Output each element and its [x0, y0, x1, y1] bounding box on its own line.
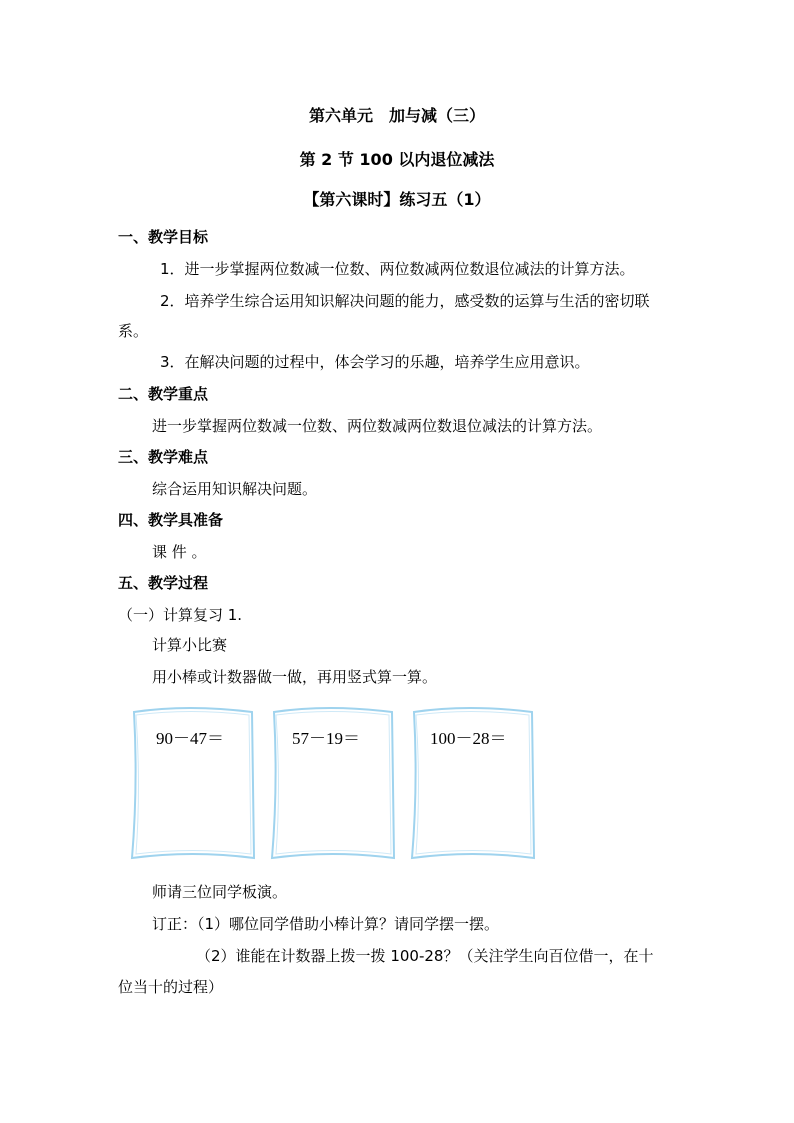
process-line-4: 订正：（1）哪位同学借助小棒计算？请同学摆一摆。	[152, 915, 500, 933]
lesson-title: 【第六课时】练习五（1）	[303, 190, 491, 209]
process-line-3: 师请三位同学板演。	[152, 883, 288, 901]
process-line-2: 用小棒或计数器做一做，再用竖式算一算。	[152, 668, 438, 686]
note-card-1	[128, 706, 258, 860]
goals-heading: 一、教学目标	[118, 228, 209, 246]
goal-item-2-line-1: 2．培养学生综合运用知识解决问题的能力，感受数的运算与生活的密切联	[160, 292, 650, 310]
goal-item-1: 1．进一步掌握两位数减一位数、两位数减两位数退位减法的计算方法。	[160, 260, 635, 278]
section-title: 第 2 节 100 以内退位减法	[299, 150, 495, 169]
card-expression: 57－19＝	[292, 729, 360, 748]
key-points-text: 进一步掌握两位数减一位数、两位数减两位数退位减法的计算方法。	[152, 417, 603, 435]
difficulties-text: 综合运用知识解决问题。	[152, 480, 318, 498]
process-heading: 五、教学过程	[118, 574, 209, 592]
note-card-3	[408, 706, 538, 860]
process-line-5: （2）谁能在计数器上拨一拨 100-28？（关注学生向百位借一，在十	[196, 947, 654, 965]
card-expression: 90－47＝	[156, 729, 224, 748]
process-sub-1: （一）计算复习 1.	[118, 606, 243, 624]
process-line-1: 计算小比赛	[152, 636, 228, 654]
materials-heading: 四、教学具准备	[118, 511, 224, 529]
goal-item-3: 3．在解决问题的过程中，体会学习的乐趣，培养学生应用意识。	[160, 353, 590, 371]
process-line-6: 位当十的过程）	[118, 978, 224, 996]
card-expression: 100－28＝	[430, 729, 507, 748]
goal-item-2-line-2: 系。	[118, 322, 149, 340]
note-card-2	[268, 706, 398, 860]
difficulties-heading: 三、教学难点	[118, 448, 209, 466]
unit-title: 第六单元 加与减（三）	[308, 106, 485, 125]
materials-text: 课 件 。	[152, 543, 207, 561]
key-points-heading: 二、教学重点	[118, 385, 209, 403]
